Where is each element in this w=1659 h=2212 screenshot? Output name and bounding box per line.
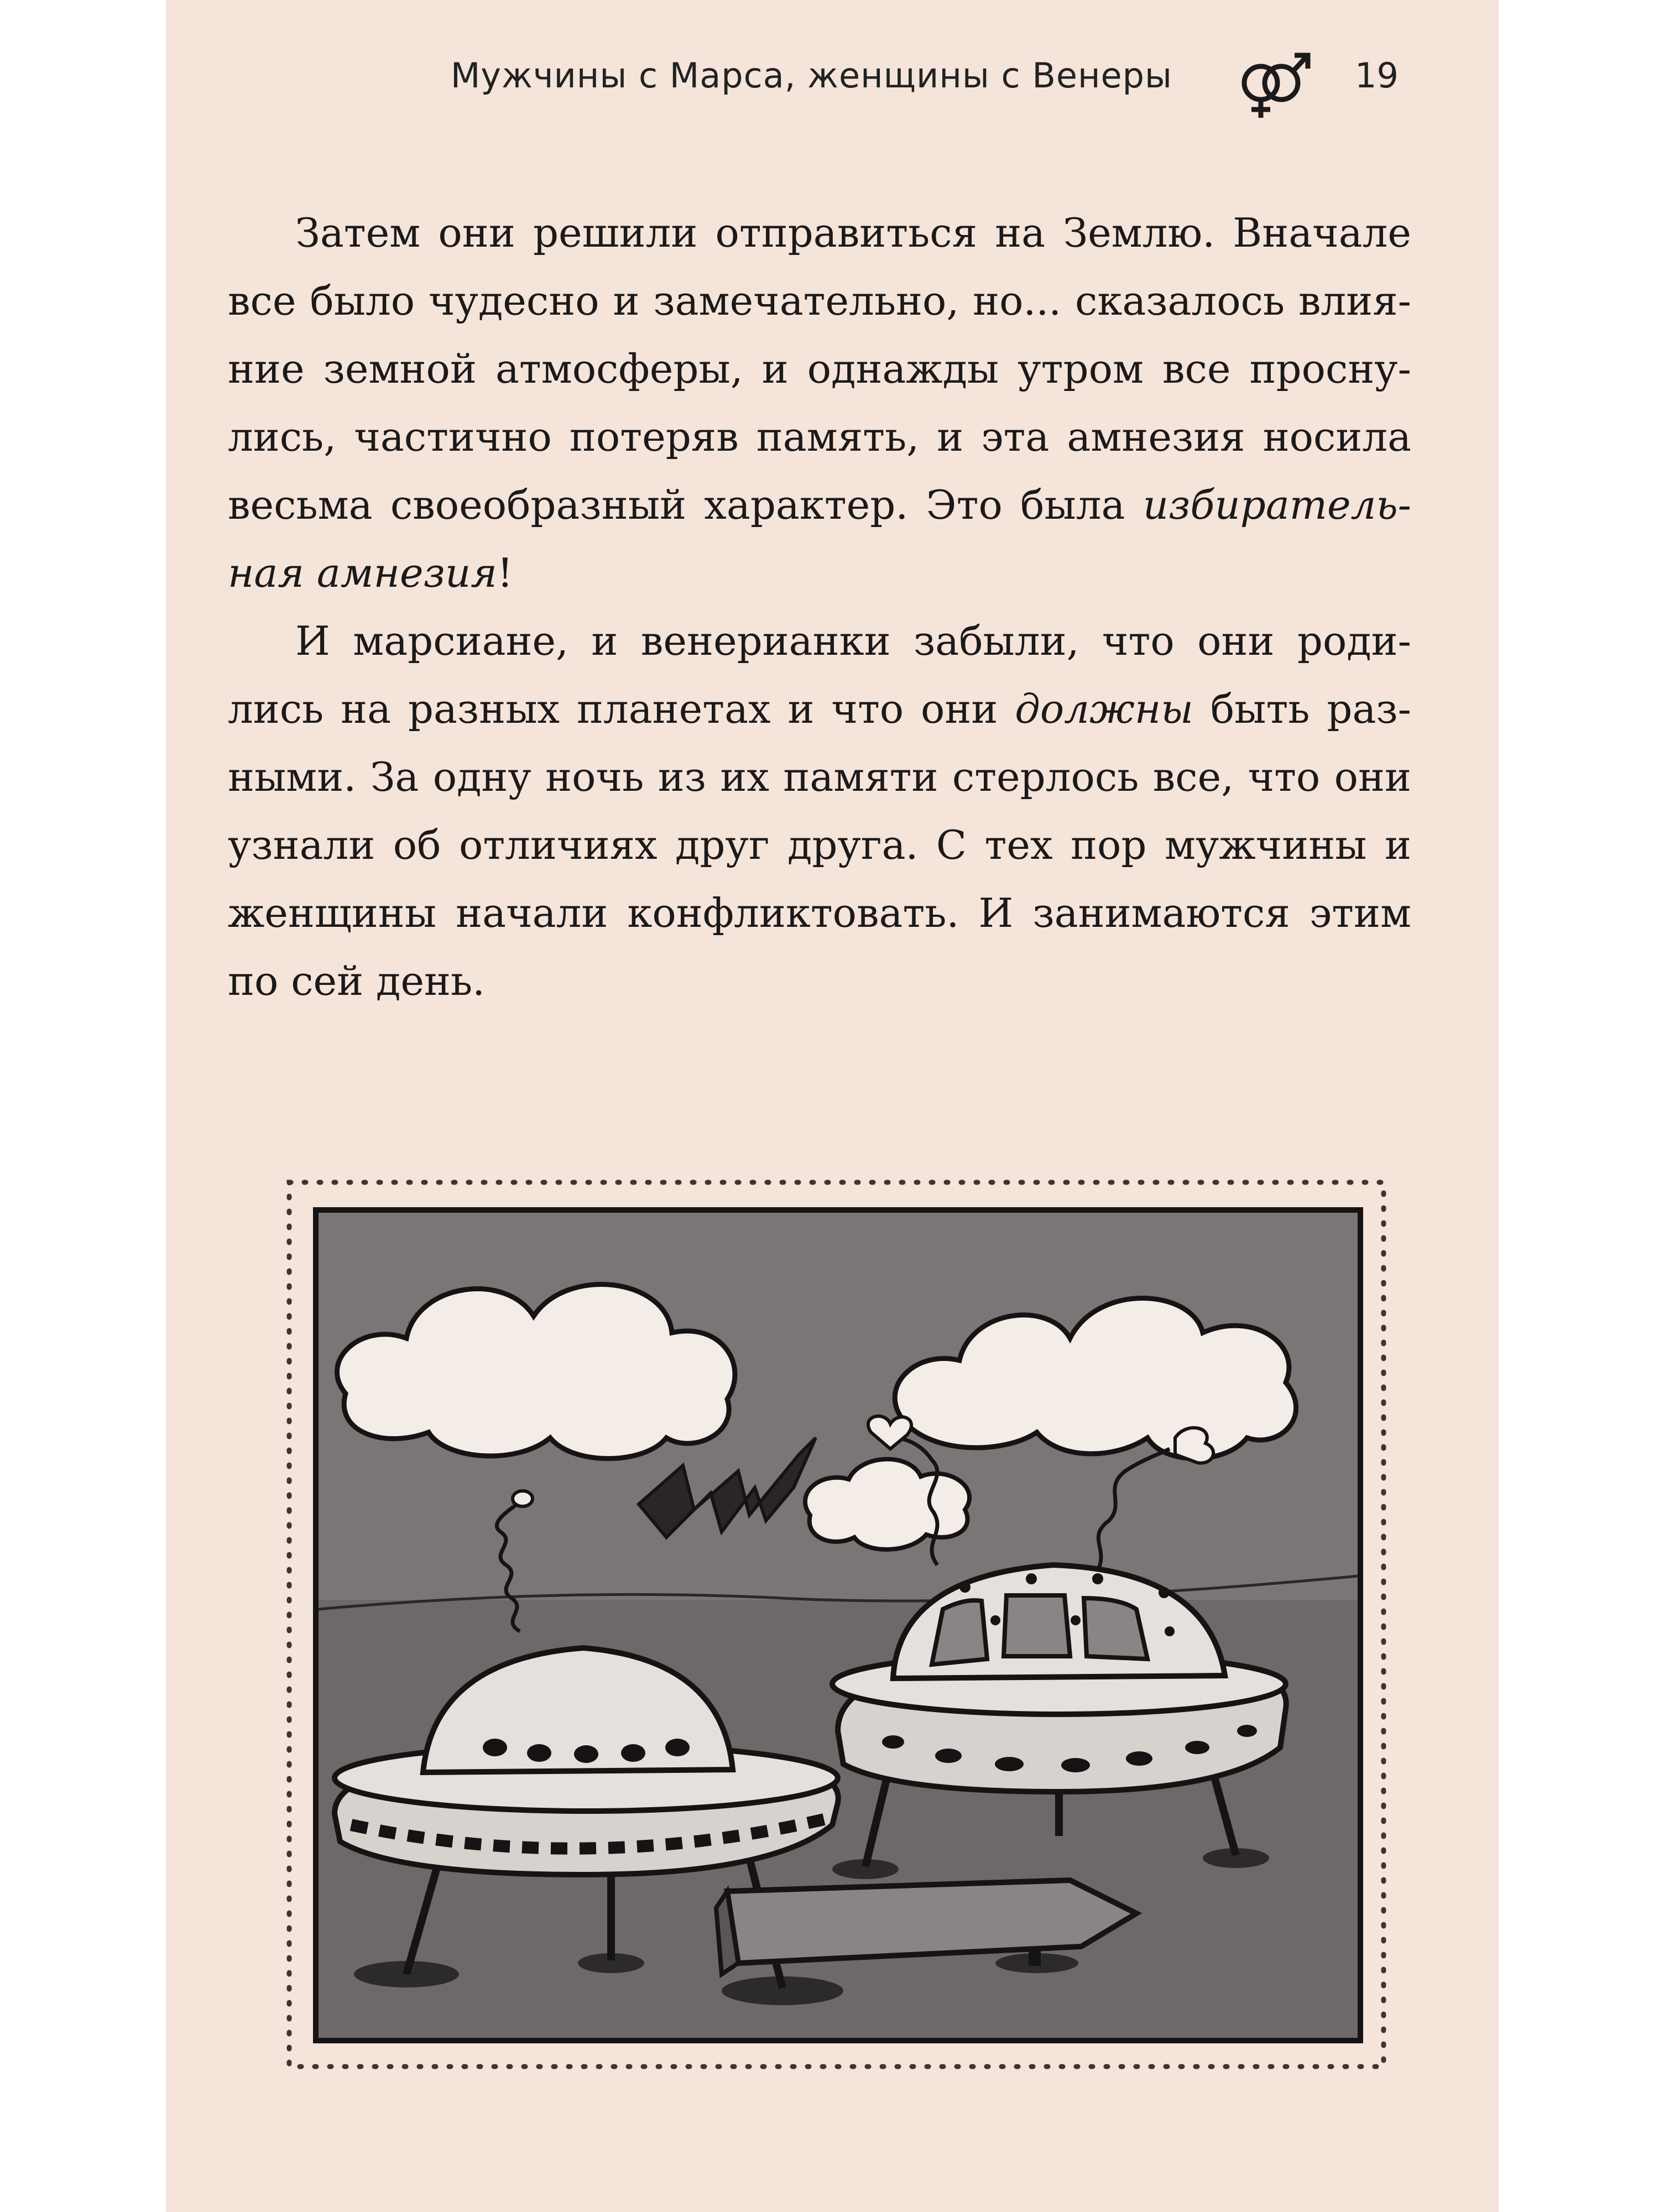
emphasis-text: должны	[1015, 686, 1193, 732]
illustration-two-flying-saucers	[285, 1178, 1388, 2071]
text-line	[228, 539, 1411, 607]
text-line: Затем они решили отправиться на Землю. Вначале	[295, 210, 1411, 256]
book-page	[166, 0, 1499, 2212]
text-line: женщины начали конфликтовать. И занимаются этим	[228, 890, 1411, 936]
venus-mars-symbol-icon	[1230, 49, 1313, 121]
running-head	[166, 55, 1407, 116]
text-run: !	[497, 550, 513, 596]
text-line: И марсиане, и венерианки забыли, что они роди-	[295, 618, 1411, 664]
text-line: по сей день.	[228, 958, 486, 1004]
text-line: ными. За одну ночь из их памяти стерлось все, что они	[228, 754, 1411, 800]
text-line	[228, 471, 1411, 539]
emphasis-text: ная амнезия	[228, 550, 497, 596]
running-title: Мужчины с Марса, женщины с Венеры	[450, 55, 1172, 96]
text-run: быть раз-	[1193, 686, 1411, 732]
text-line: ние земной атмосферы, и однажды утром все просну-	[228, 346, 1411, 392]
heart-icon	[1175, 1428, 1213, 1463]
text-line: узнали об отличиях друг друга. С тех пор мужчины и	[228, 822, 1411, 868]
paragraph-2	[228, 607, 1411, 1015]
body-text	[228, 199, 1411, 1015]
paragraph-1	[228, 199, 1411, 607]
text-line	[228, 675, 1411, 743]
text-run: весьма своеобразный характер. Это была	[228, 482, 1143, 528]
text-run: лись на разных планетах и что они	[228, 686, 1015, 732]
emphasis-text: избиратель-	[1142, 482, 1411, 528]
text-line: лись, частично потеряв память, и эта амнезия носила	[228, 414, 1411, 460]
text-line: все было чудесно и замечательно, но... сказалось влия-	[228, 278, 1411, 324]
page-number: 19	[1355, 55, 1399, 96]
